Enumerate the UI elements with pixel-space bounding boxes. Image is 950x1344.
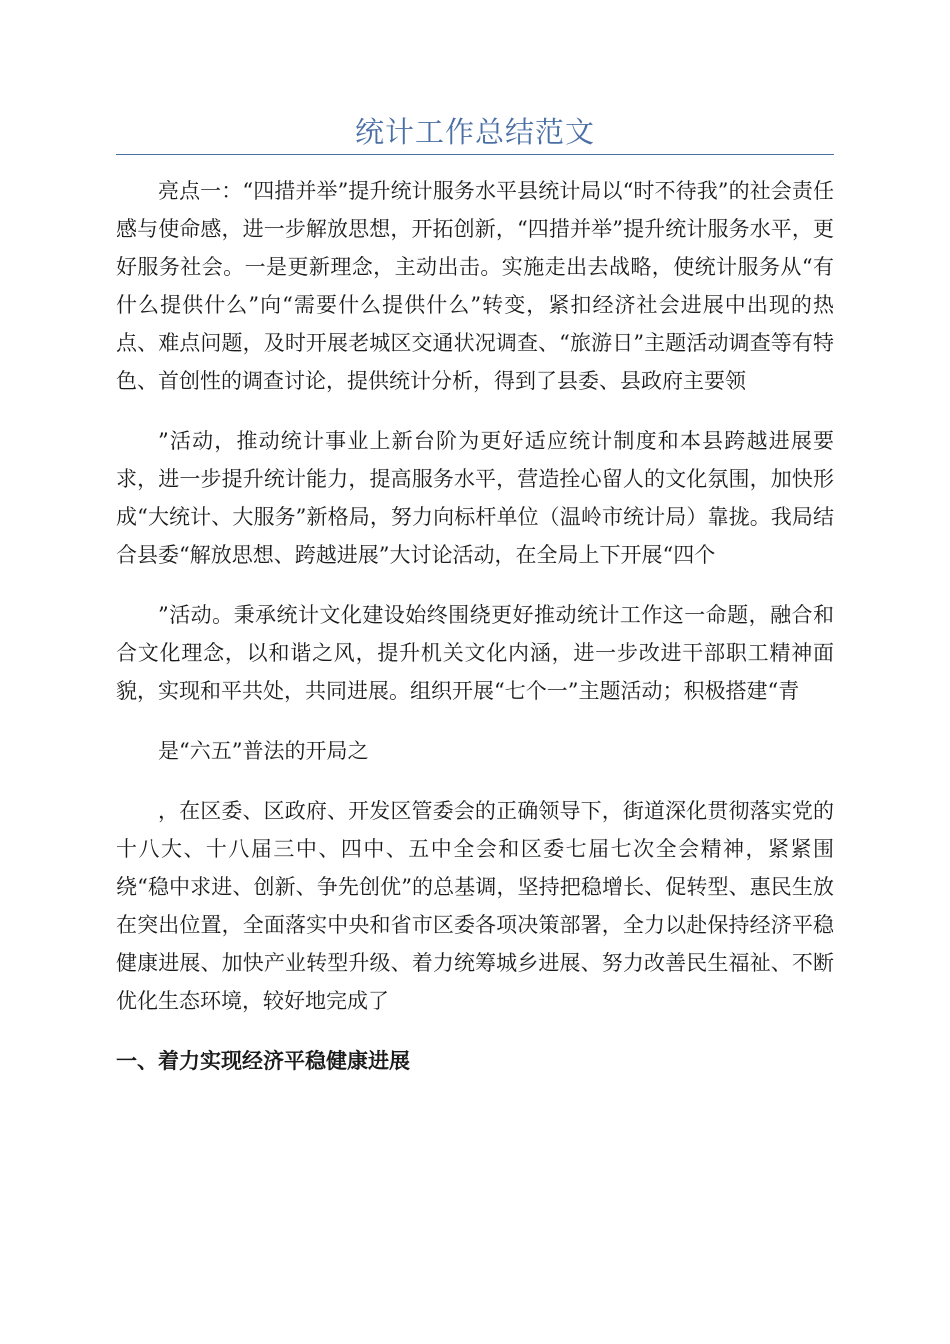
paragraph-1: 亮点一：“四措并举”提升统计服务水平县统计局以“时不待我”的社会责任感与使命感，进一步解放思想，开拓创新，“四措并举”提升统计服务水平，更好服务社会。一是更新理念，主动出击。实施走出去战略，使统计服务从“有什么提供什么”向“需要什么提供什么”转变，紧扣经济社会进展中出现的热点、难点问题，及时开展老城区交通状况调查、“旅游日”主题活动调查等有特色、首创性的调查讨论，提供统计分析，得到了县委、县政府主要领	[116, 179, 834, 393]
document-body	[116, 172, 834, 1080]
paragraph-4: 是“六五”普法的开局之	[158, 739, 369, 763]
title-underline	[116, 154, 834, 155]
section-heading: 一、着力实现经济平稳健康进展	[116, 1048, 410, 1073]
document-title: 统计工作总结范文	[354, 115, 595, 149]
paragraph-5: ，在区委、区政府、开发区管委会的正确领导下，街道深化贯彻落实党的十八大、十八届三中、四中、五中全会和区委七届七次全会精神，紧紧围绕“稳中求进、创新、争先创优”的总基调，坚持把稳增长、促转型、惠民生放在突出位置，全面落实中央和省市区委各项决策部署，全力以赴保持经济平稳健康进展、加快产业转型升级、着力统筹城乡进展、努力改善民生福祉、不断优化生态环境，较好地完成了	[116, 799, 834, 1013]
paragraph-2: ”活动，推动统计事业上新台阶为更好适应统计制度和本县跨越进展要求，进一步提升统计能力，提高服务水平，营造拴心留人的文化氛围，加快形成“大统计、大服务”新格局，努力向标杆单位（温岭市统计局）靠拢。我局结合县委“解放思想、跨越进展”大讨论活动，在全局上下开展“四个	[116, 429, 834, 567]
paragraph-3: ”活动。秉承统计文化建设始终围绕更好推动统计工作这一命题，融合和合文化理念，以和谐之风，提升机关文化内涵，进一步改进干部职工精神面貌，实现和平共处，共同进展。组织开展“七个一”主题活动；积极搭建“青	[116, 603, 834, 703]
